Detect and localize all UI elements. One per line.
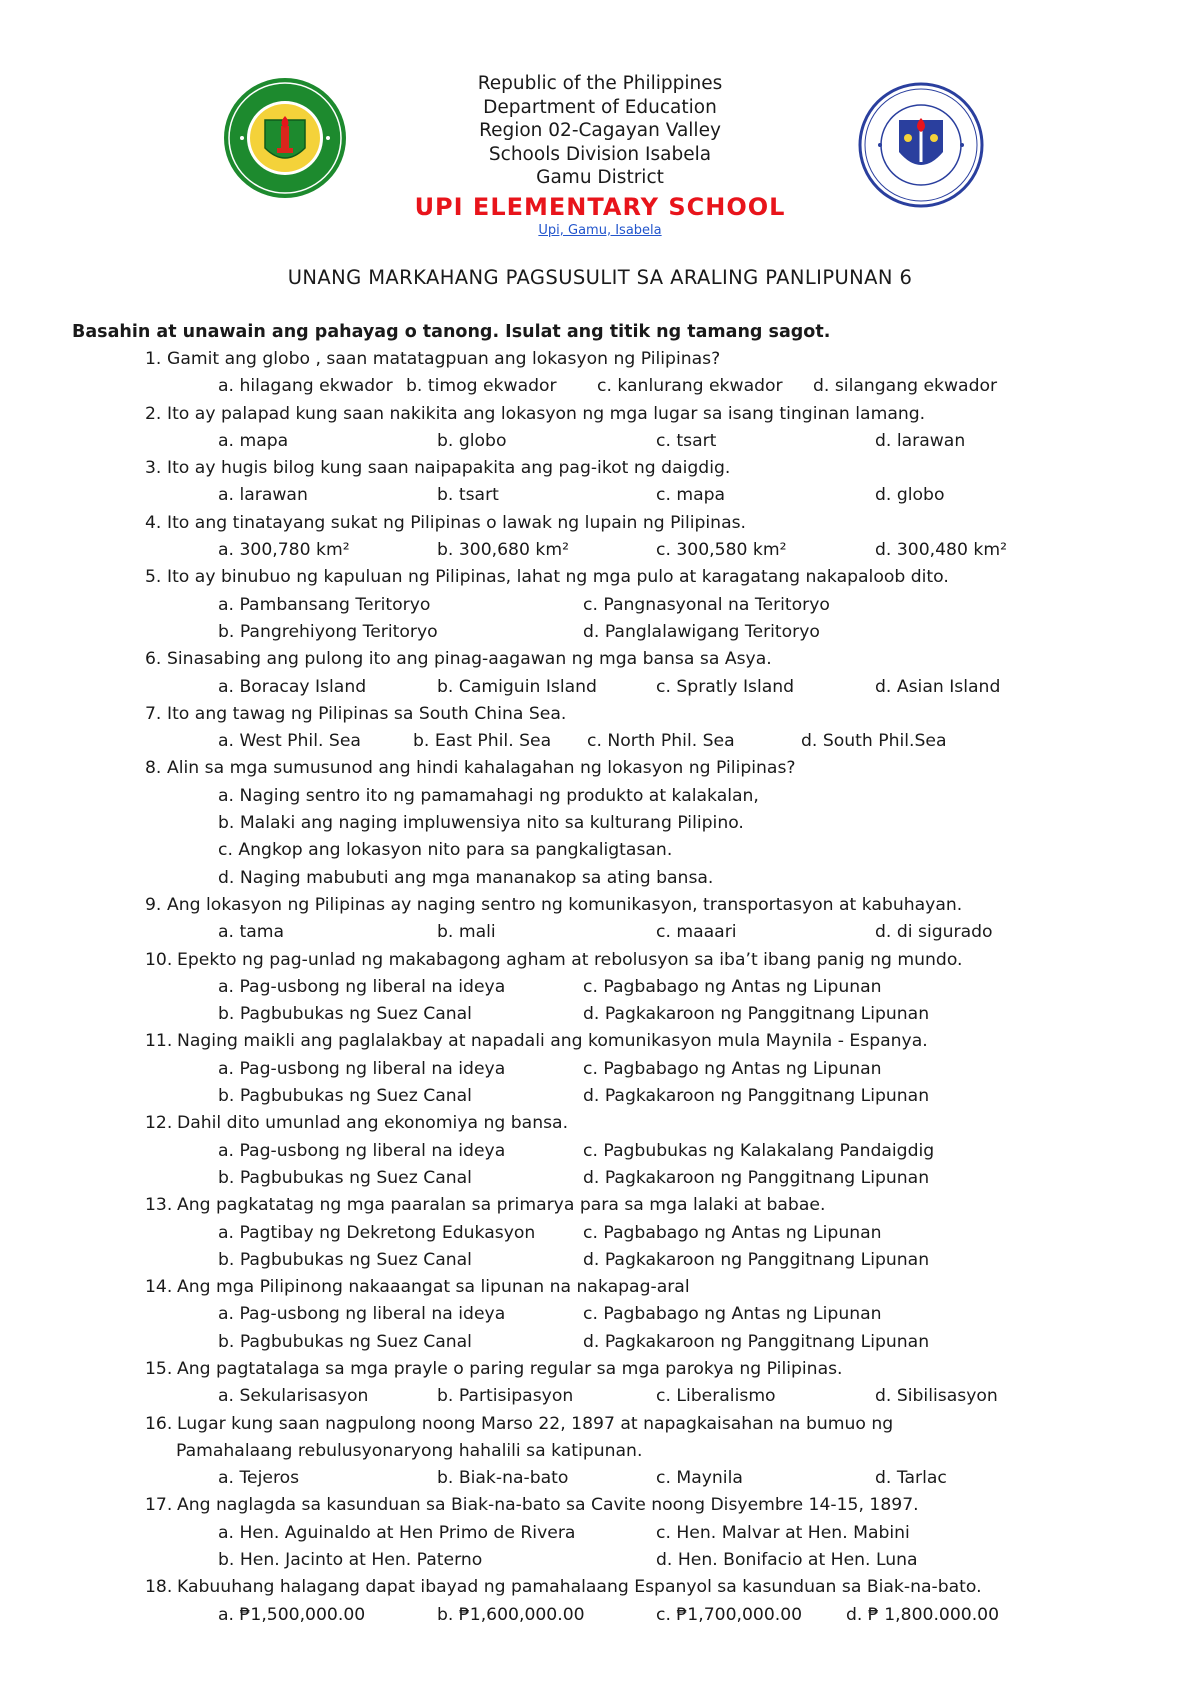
choice: c. ₱1,700,000.00 [656,1604,803,1625]
question-14 [0,1274,1200,1301]
choice: d. di sigurado [875,922,993,943]
choice: a. Pag-usbong ng liberal na ideya [218,1304,506,1325]
question-12 [0,1110,1200,1137]
choice-row [0,619,1200,646]
choice: a. 300,780 km² [218,540,350,561]
choice-row [0,592,1200,619]
choice-row [0,1138,1200,1165]
question-number: 10. [145,949,173,970]
question-16-continued [0,1438,1200,1465]
question-number: 13. [145,1195,173,1216]
letterhead-district: Gamu District [536,167,664,188]
choice-row [0,1220,1200,1247]
letterhead [0,72,1200,240]
choice: a. Pambansang Teritoryo [218,594,431,615]
choice: d. Panglalawigang Teritoryo [583,621,820,642]
choice-row [0,974,1200,1001]
question-number: 14. [145,1277,173,1298]
question-text: Sinasabing ang pulong ito ang pinag-aagawan ng mga bansa sa Asya. [167,649,772,670]
letterhead-division: Schools Division Isabela [488,143,712,165]
choice-row [0,1301,1200,1328]
question-text: Gamit ang globo , saan matatagpuan ang lokasyon ng Pilipinas? [167,349,721,369]
question-text: Ang mga Pilipinong nakaaangat sa lipunan na nakapag-aral [177,1277,690,1298]
choice: a. ₱1,500,000.00 [218,1604,366,1625]
choice: b. Camiguin Island [437,676,597,697]
question-text: Ito ang tinatayang sukat ng Pilipinas o lawak ng lupain ng Pilipinas. [167,512,747,533]
choice: b. Pagbubukas ng Suez Canal [218,1249,472,1270]
question-text: Naging maikli ang paglalakbay at napadali ang komunikasyon mula Maynila - Espanya. [177,1031,928,1052]
choice: d. Sibilisasyon [875,1386,998,1407]
question-text-continued: Pamahalaang rebulusyonaryong hahalili sa katipunan. [176,1440,643,1461]
question-7 [0,701,1200,728]
choice: d. Tarlac [875,1468,947,1489]
choice: c. Spratly Island [656,676,795,697]
choice-row [0,1547,1200,1574]
question-1 [0,346,1200,373]
question-number: 18. [145,1577,173,1598]
choice-row [0,1520,1200,1547]
choice: d. ₱ 1,800.000.00 [846,1604,1000,1625]
choice-row [0,728,1200,755]
choice: d. Pagkakaroon ng Panggitnang Lipunan [583,1249,930,1270]
choice: d. Asian Island [875,676,1001,697]
question-number: 1. [145,349,162,369]
question-number: 7. [145,703,162,724]
choice-row [0,1247,1200,1274]
choice: b. Pagbubukas ng Suez Canal [218,1086,472,1107]
question-text: Ang pagkatatag ng mga paaralan sa primarya para sa mga lalaki at babae. [177,1195,826,1216]
letterhead-republic: Republic of the Philippines [477,73,723,94]
choice: a. Sekularisasyon [218,1386,369,1407]
choice-row [0,482,1200,509]
choice-row [0,1383,1200,1410]
question-17 [0,1492,1200,1519]
question-16 [0,1411,1200,1438]
choice: a. Boracay Island [218,676,367,697]
choice: b. Biak-na-bato [437,1468,569,1489]
choice: a. mapa [218,430,289,451]
choice: a. larawan [218,485,308,506]
choice: c. Angkop ang lokasyon nito para sa pangkaligtasan. [218,840,673,861]
question-text: Ito ay hugis bilog kung saan naipapakita ang pag-ikot ng daigdig. [167,458,731,479]
question-text: Epekto ng pag-unlad ng makabagong agham at rebolusyon sa iba’t ibang panig ng mundo. [177,949,963,970]
question-number: 8. [145,758,162,779]
question-text: Ito ay palapad kung saan nakikita ang lokasyon ng mga lugar sa isang tinginan lamang. [167,403,926,424]
question-text: Ang pagtatalaga sa mga prayle o paring regular sa mga parokya ng Pilipinas. [177,1358,843,1379]
choice: c. Liberalismo [656,1386,776,1407]
question-11 [0,1028,1200,1055]
choice: d. Pagkakaroon ng Panggitnang Lipunan [583,1331,930,1352]
choice: c. mapa [656,485,726,506]
letterhead-department: Department of Education [483,96,717,118]
choice-row [0,810,1200,837]
question-9 [0,892,1200,919]
question-number: 4. [145,512,162,533]
choice-row [0,537,1200,564]
question-6 [0,646,1200,673]
choice-row [0,1602,1200,1629]
choice: c. Pagbubukas ng Kalakalang Pandaigdig [583,1140,935,1161]
instructions: Basahin at unawain ang pahayag o tanong. Isulat ang titik ng tamang sagot. [72,322,831,342]
choice: d. Pagkakaroon ng Panggitnang Lipunan [583,1004,930,1025]
choice: c. Maynila [656,1468,743,1489]
question-2 [0,401,1200,428]
choice: c. Pagbabago ng Antas ng Lipunan [583,1304,882,1325]
choice: c. Hen. Malvar at Hen. Mabini [656,1522,910,1543]
choice-row [0,1165,1200,1192]
choice: b. Pangrehiyong Teritoryo [218,621,438,642]
choice: b. 300,680 km² [437,540,569,561]
question-number: 5. [145,567,162,588]
choice: b. Hen. Jacinto at Hen. Paterno [218,1550,483,1571]
question-4 [0,510,1200,537]
choice: a. tama [218,922,285,943]
question-number: 9. [145,894,162,915]
choice-row [0,674,1200,701]
choice-row [0,1001,1200,1028]
choice: d. 300,480 km² [875,540,1007,561]
choice-row [0,1083,1200,1110]
question-3 [0,455,1200,482]
choice: c. Pagbabago ng Antas ng Lipunan [583,1222,882,1243]
choice: d. Pagkakaroon ng Panggitnang Lipunan [583,1086,930,1107]
question-text: Kabuuhang halagang dapat ibayad ng pamahalaang Espanyol sa kasunduan sa Biak-na-bato. [177,1577,982,1598]
choice: c. 300,580 km² [656,540,787,561]
choice: d. Naging mabubuti ang mga mananakop sa ating bansa. [218,867,714,888]
choice-row [0,919,1200,946]
question-13 [0,1192,1200,1219]
question-15 [0,1356,1200,1383]
question-text: Ang naglagda sa kasunduan sa Biak-na-bato sa Cavite noong Disyembre 14-15, 1897. [177,1495,919,1516]
choice: c. kanlurang ekwador [597,376,783,397]
choice: b. globo [437,430,507,451]
question-8 [0,755,1200,782]
choice: d. silangang ekwador [813,376,998,397]
choice: d. Pagkakaroon ng Panggitnang Lipunan [583,1167,930,1188]
choice: a. Pag-usbong ng liberal na ideya [218,976,506,997]
choice: b. timog ekwador [406,376,557,397]
choice: c. North Phil. Sea [587,731,735,752]
choice: b. Pagbubukas ng Suez Canal [218,1167,472,1188]
choice: b. Malaki ang naging impluwensiya nito sa kulturang Pilipino. [218,813,744,834]
choice: b. ₱1,600,000.00 [437,1604,585,1625]
choice: d. globo [875,485,945,506]
choice: d. larawan [875,430,966,451]
letterhead-region: Region 02-Cagayan Valley [479,120,721,141]
question-10 [0,947,1200,974]
choice: c. tsart [656,430,717,451]
choice: a. Pag-usbong ng liberal na ideya [218,1140,506,1161]
choice: c. maaari [656,922,737,943]
choice: a. Pag-usbong ng liberal na ideya [218,1058,506,1079]
choice-row [0,865,1200,892]
choice: b. Pagbubukas ng Suez Canal [218,1331,472,1352]
choice-row [0,428,1200,455]
choice-row [0,837,1200,864]
question-number: 6. [145,649,162,670]
question-text: Ito ay binubuo ng kapuluan ng Pilipinas, lahat ng mga pulo at karagatang nakapaloob dito. [167,567,949,588]
choice: b. East Phil. Sea [413,731,552,752]
choice-row [0,373,1200,400]
choice: b. Partisipasyon [437,1386,574,1407]
choice: c. Pagbabago ng Antas ng Lipunan [583,1058,882,1079]
choice: a. Pagtibay ng Dekretong Edukasyon [218,1222,536,1243]
question-number: 11. [145,1031,173,1052]
question-number: 3. [145,458,162,479]
question-text: Lugar kung saan nagpulong noong Marso 22, 1897 at napagkaisahan na bumuo ng [177,1413,894,1434]
question-text: Dahil dito umunlad ang ekonomiya ng bansa. [177,1113,569,1134]
school-address-link[interactable]: Upi, Gamu, Isabela [538,222,662,238]
exam-title: UNANG MARKAHANG PAGSUSULIT SA ARALING PANLIPUNAN 6 [287,266,913,289]
choice-row [0,783,1200,810]
choice-row [0,1056,1200,1083]
question-18 [0,1574,1200,1601]
question-list [0,346,1200,1629]
choice: a. hilagang ekwador [218,376,393,397]
question-number: 12. [145,1113,173,1134]
question-text: Ang lokasyon ng Pilipinas ay naging sentro ng komunikasyon, transportasyon at kabuhayan. [167,894,963,915]
question-text: Alin sa mga sumusunod ang hindi kahalagahan ng lokasyon ng Pilipinas? [167,758,796,779]
choice: c. Pangnasyonal na Teritoryo [583,594,830,615]
choice: d. Hen. Bonifacio at Hen. Luna [656,1550,918,1571]
choice: a. West Phil. Sea [218,731,361,752]
question-number: 16. [145,1413,173,1434]
choice: a. Tejeros [218,1468,300,1489]
choice: d. South Phil.Sea [801,731,947,752]
choice: b. tsart [437,485,499,506]
choice-row [0,1329,1200,1356]
school-name: UPI ELEMENTARY SCHOOL [414,192,786,221]
question-text: Ito ang tawag ng Pilipinas sa South China Sea. [167,703,567,724]
question-number: 17. [145,1495,173,1516]
choice: b. mali [437,922,496,943]
question-number: 15. [145,1358,173,1379]
choice-row [0,1465,1200,1492]
choice: a. Naging sentro ito ng pamamahagi ng produkto at kalakalan, [218,785,759,806]
question-5 [0,564,1200,591]
choice: b. Pagbubukas ng Suez Canal [218,1004,472,1025]
choice: c. Pagbabago ng Antas ng Lipunan [583,976,882,997]
question-number: 2. [145,403,162,424]
choice: a. Hen. Aguinaldo at Hen Primo de Rivera [218,1522,576,1543]
